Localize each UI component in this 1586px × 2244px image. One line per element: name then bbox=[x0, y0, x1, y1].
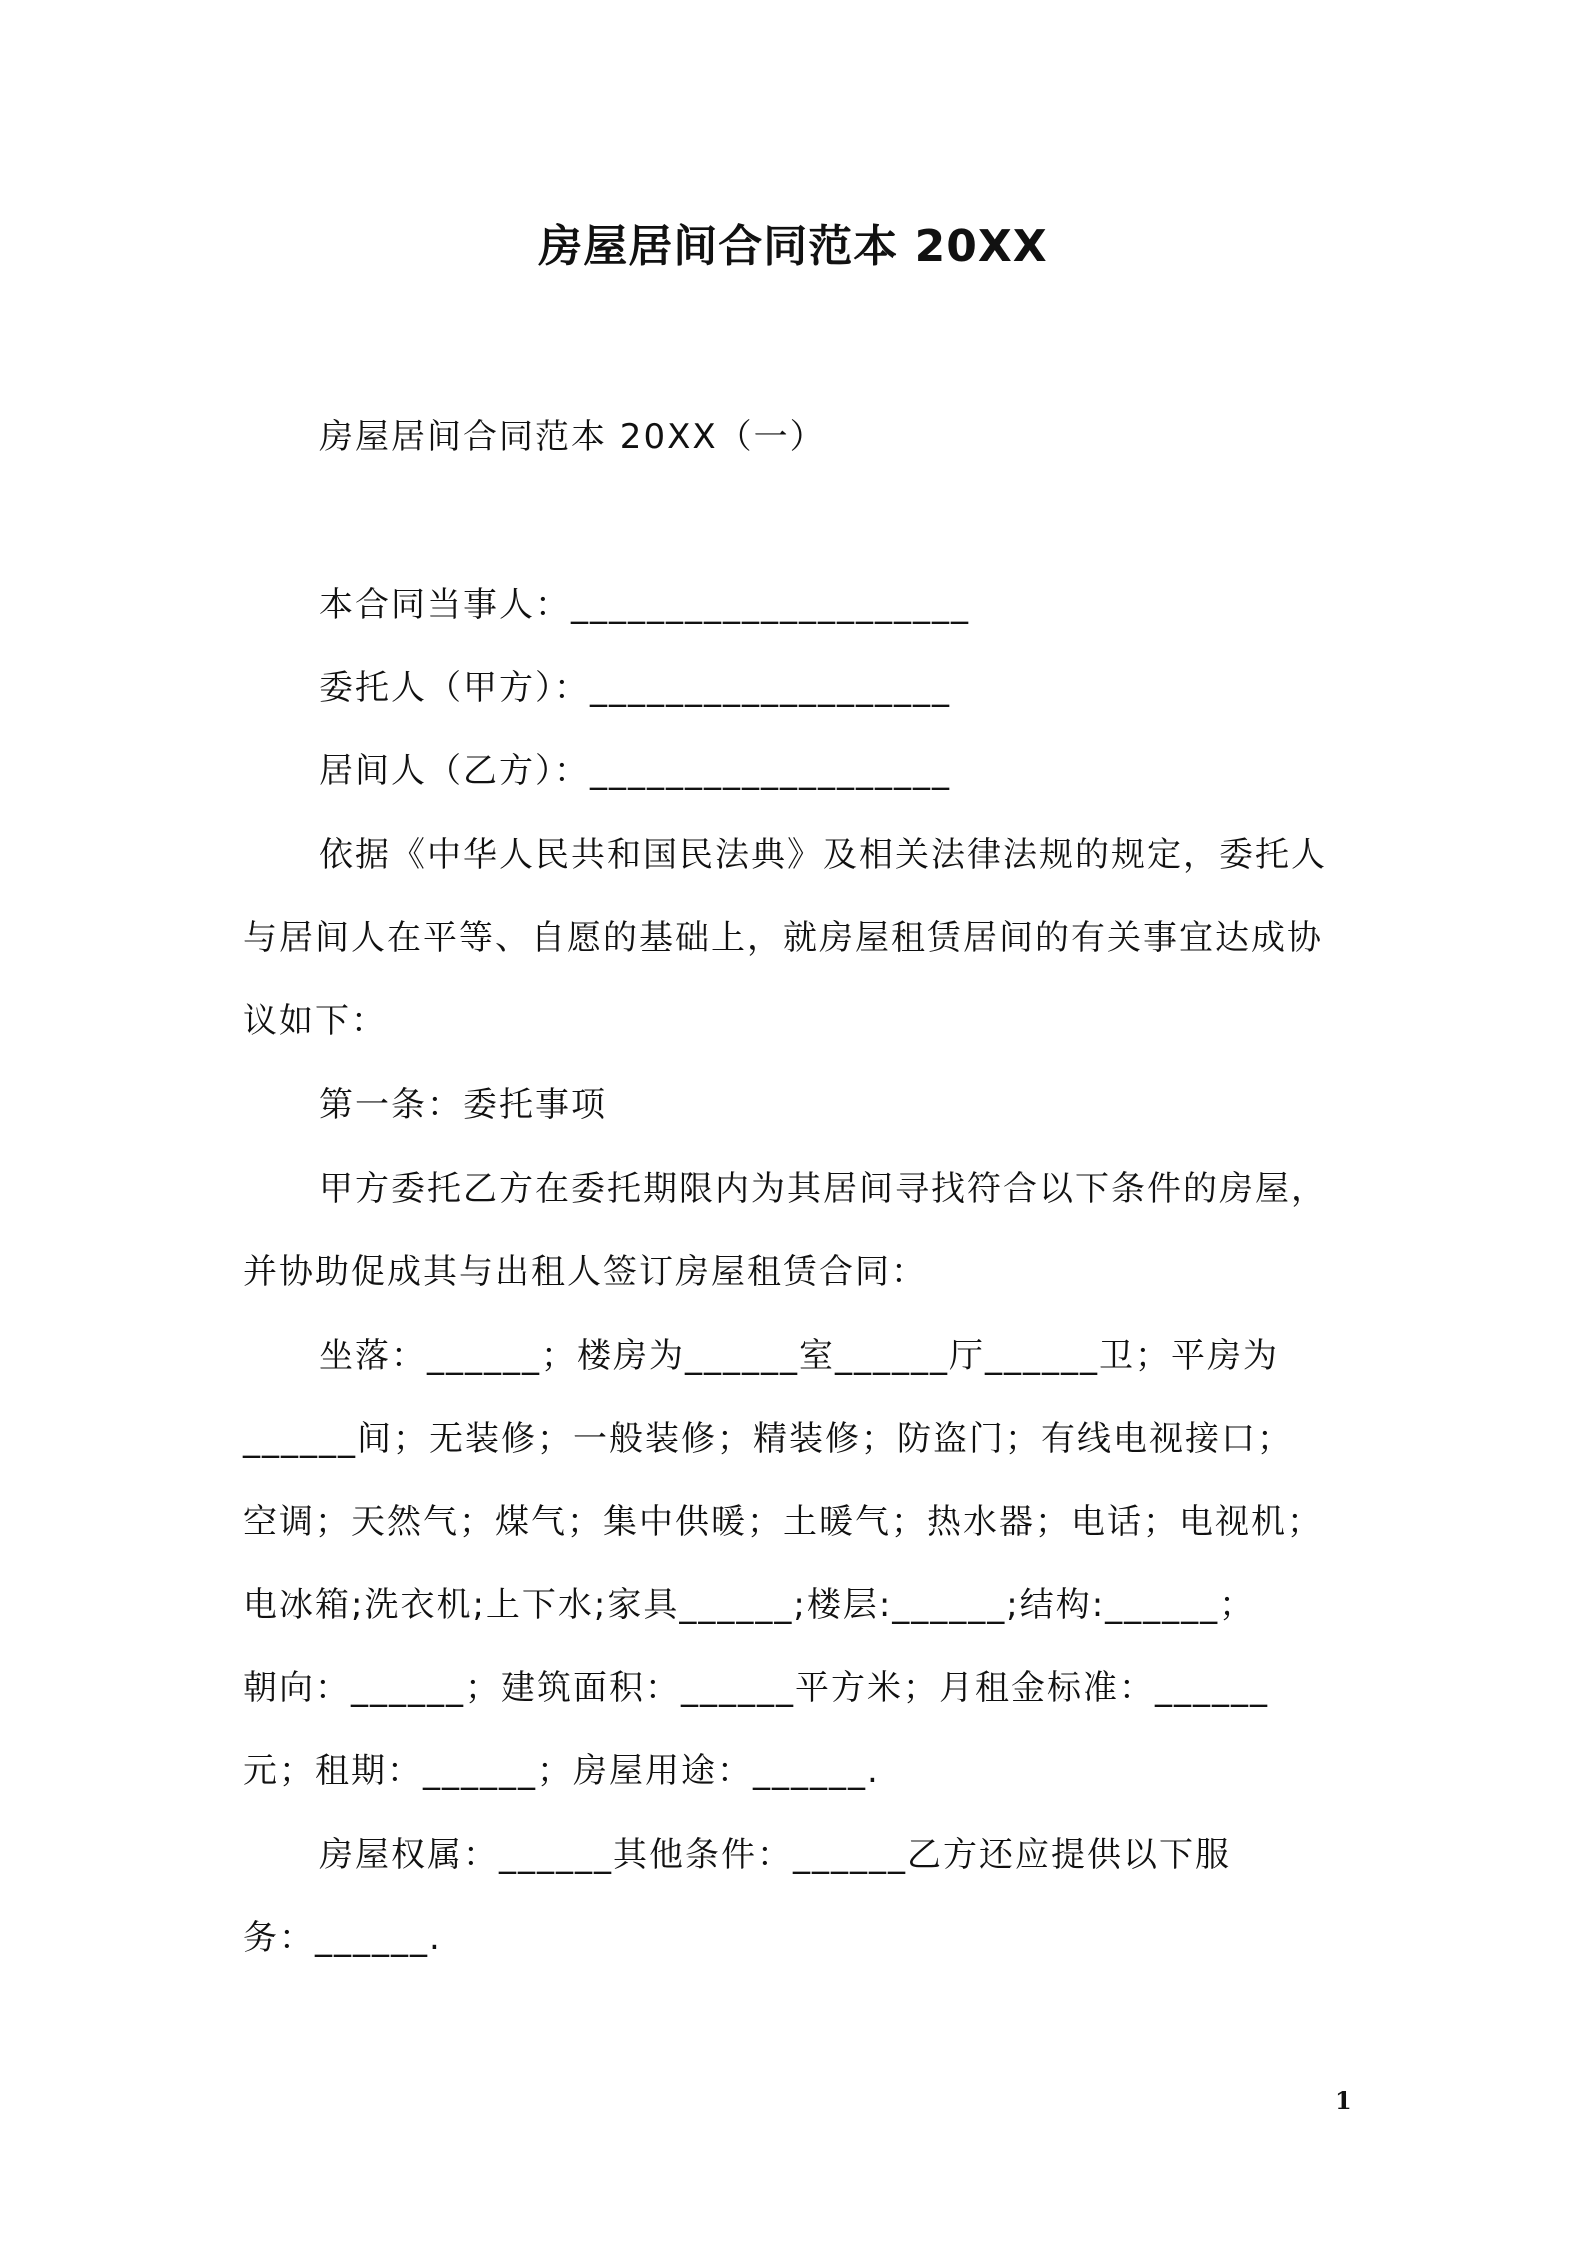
document-title: 房屋居间合同范本 20XX bbox=[538, 221, 1048, 272]
article-heading: 第一条：委托事项 bbox=[319, 1085, 607, 1125]
condition-line: ______间；无装修；一般装修；精装修；防盗门；有线电视接口； bbox=[243, 1419, 1293, 1459]
preamble-line: 与居间人在平等、自愿的基础上，就房屋租赁居间的有关事宜达成协 bbox=[243, 918, 1323, 958]
condition-line: 朝向：______；建筑面积：______平方米；月租金标准：______ bbox=[243, 1668, 1269, 1708]
condition-line: 坐落：______；楼房为______室______厅______卫；平房为 bbox=[319, 1336, 1279, 1376]
contract-parties-field: 本合同当事人：_____________________ bbox=[319, 585, 970, 625]
page-number: 1 bbox=[1335, 2086, 1352, 2115]
intermediary-field: 居间人（乙方）：___________________ bbox=[319, 751, 951, 791]
section-subtitle: 房屋居间合同范本 20XX（一） bbox=[319, 417, 826, 457]
condition-line: 空调；天然气；煤气；集中供暖；土暖气；热水器；电话；电视机； bbox=[243, 1502, 1323, 1542]
preamble-line: 议如下： bbox=[243, 1001, 387, 1041]
article-intro-line: 甲方委托乙方在委托期限内为其居间寻找符合以下条件的房屋， bbox=[319, 1169, 1327, 1209]
ownership-line: 务：______. bbox=[243, 1918, 442, 1958]
article-intro-line: 并协助促成其与出租人签订房屋租赁合同： bbox=[243, 1252, 927, 1292]
preamble-line: 依据《中华人民共和国民法典》及相关法律法规的规定，委托人 bbox=[319, 835, 1327, 875]
principal-field: 委托人（甲方）：___________________ bbox=[319, 668, 951, 708]
condition-line: 元；租期：______；房屋用途：______. bbox=[243, 1751, 880, 1791]
condition-line: 电冰箱;洗衣机;上下水;家具______;楼层:______;结构:______； bbox=[243, 1585, 1256, 1625]
ownership-line: 房屋权属：______其他条件：______乙方还应提供以下服 bbox=[319, 1835, 1231, 1875]
